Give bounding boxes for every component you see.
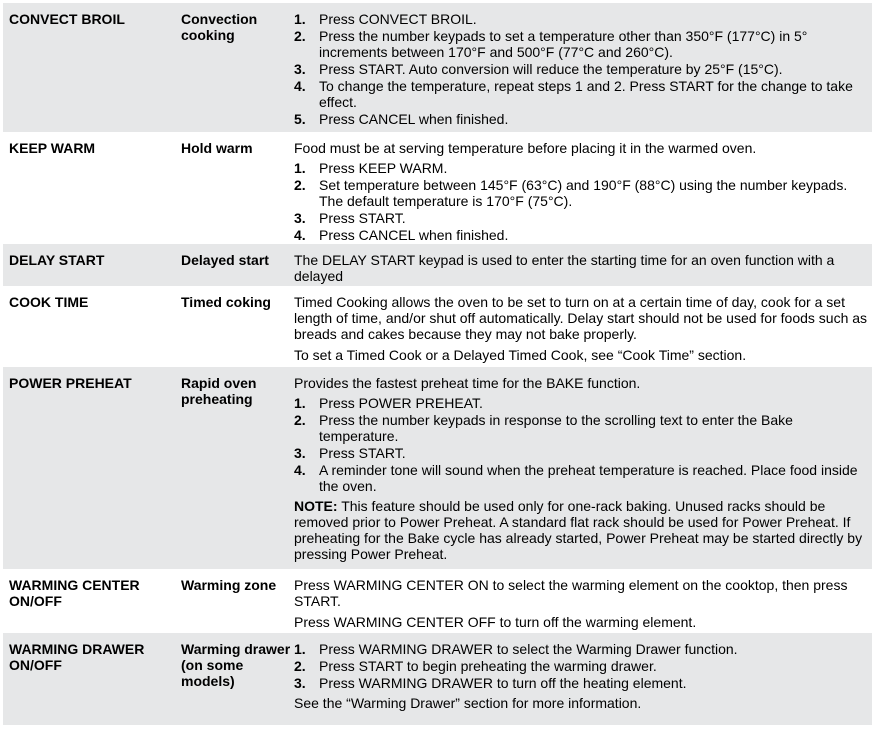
instruction-label: Timed coking [181, 294, 271, 310]
step: 1. Press WARMING DRAWER to select the Warming Drawer function. [294, 641, 738, 657]
step-text: Set temperature between 145°F (63°C) and 190°F (88°C) using the number keypads. The default temperature is 170°F (75°C). [319, 177, 848, 209]
followup-text: To set a Timed Cook or a Delayed Timed Cook, see “Cook Time” section. [294, 347, 747, 363]
step-text: Press CANCEL when finished. [319, 111, 509, 127]
instruction-label: Convection cooking [181, 11, 258, 43]
feature-name: KEEP WARM [9, 140, 96, 156]
description [294, 641, 874, 715]
step-list [294, 641, 874, 691]
intro-text: Provides the fastest preheat time for the BAKE function. [294, 375, 641, 391]
description [294, 577, 874, 634]
description [294, 252, 874, 288]
step-text: Press the number keypads in response to the scrolling text to enter the Bake temperature. [319, 412, 793, 444]
instruction-label: Rapid oven preheating [181, 375, 257, 407]
feature-name: WARMING CENTER ON/OFF [9, 577, 140, 609]
intro-text: Food must be at serving temperature before placing it in the warmed oven. [294, 140, 757, 156]
intro-text: The DELAY START keypad is used to enter the starting time for an oven function with a delayed [294, 252, 835, 284]
step-list [294, 160, 874, 243]
intro-text: Timed Cooking allows the oven to be set to turn on at a certain time of day, cook for a set length of time, and/or shut off automatically. Delay start should not be used for foods such as breads and cakes because they may not bake properly. [294, 294, 868, 342]
step: 4. To change the temperature, repeat steps 1 and 2. Press START for the change to take effect. [294, 78, 853, 110]
table-row-convect-broil [3, 3, 872, 132]
step: 5. Press CANCEL when finished. [294, 111, 509, 127]
step-text: Press the number keypads to set a temperature other than 350°F (177°C) in 5° increments between 170°F and 500°F (77°C and 260°C). [319, 28, 808, 60]
step-text: To change the temperature, repeat steps 1 and 2. Press START for the change to take effect. [319, 78, 853, 110]
description [294, 11, 874, 131]
feature-name: CONVECT BROIL [9, 11, 125, 27]
table-row-power-preheat [3, 367, 872, 569]
intro-text: Press WARMING CENTER ON to select the warming element on the cooktop, then press START. [294, 577, 848, 609]
step: 3. Press START. [294, 210, 406, 226]
note-text: This feature should be used only for one-rack baking. Unused racks should be removed prior to Power Preheat. A standard flat rack should be used for Power Preheat. If preheating for the Bake cycle has already started, Power Preheat may be started directly by pressing Power Preheat. [294, 498, 863, 562]
note-label: NOTE: [294, 498, 338, 514]
feature-name: COOK TIME [9, 294, 89, 310]
step: 2. Press the number keypads in response to the scrolling text to enter the Bake temperature. [294, 412, 793, 444]
step-text: A reminder tone will sound when the preheat temperature is reached. Place food inside the oven. [319, 462, 858, 494]
step: 3. Press START. Auto conversion will reduce the temperature by 25°F (15°C). [294, 61, 783, 77]
step-text: Press KEEP WARM. [319, 160, 448, 176]
step: 3. Press START. [294, 445, 406, 461]
feature-name: WARMING DRAWER ON/OFF [9, 641, 145, 673]
step: 3. Press WARMING DRAWER to turn off the heating element. [294, 675, 687, 691]
instruction-label: Warming drawer (on some models) [181, 641, 291, 689]
step-list [294, 11, 874, 127]
step-text: Press START. [319, 445, 406, 461]
step: 1. Press KEEP WARM. [294, 160, 448, 176]
step: 4. Press CANCEL when finished. [294, 227, 509, 243]
table-row-cook-time [3, 286, 872, 367]
note [294, 498, 874, 562]
step: 1. Press CONVECT BROIL. [294, 11, 477, 27]
followup-text: Press WARMING CENTER OFF to turn off the warming element. [294, 614, 697, 630]
table-row-warming-center [3, 569, 872, 633]
description [294, 294, 874, 367]
instruction-label: Delayed start [181, 252, 269, 268]
followup-text: See the “Warming Drawer” section for more information. [294, 695, 642, 711]
step-text: Press WARMING DRAWER to turn off the heating element. [319, 675, 687, 691]
instruction-label: Warming zone [181, 577, 277, 593]
step: 2. Press the number keypads to set a temperature other than 350°F (177°C) in 5° increments between 170°F and 500°F (77°C and 260°C). [294, 28, 808, 60]
step-text: Press START to begin preheating the warming drawer. [319, 658, 657, 674]
step: 1. Press POWER PREHEAT. [294, 395, 483, 411]
instruction-label: Hold warm [181, 140, 253, 156]
table-row-warming-drawer [3, 633, 872, 725]
step-text: Press START. [319, 210, 406, 226]
step: 2. Press START to begin preheating the warming drawer. [294, 658, 657, 674]
feature-name: POWER PREHEAT [9, 375, 132, 391]
table-row-keep-warm [3, 132, 872, 244]
description [294, 140, 874, 247]
step: 4. A reminder tone will sound when the preheat temperature is reached. Place food inside the oven. [294, 462, 858, 494]
step-text: Press WARMING DRAWER to select the Warming Drawer function. [319, 641, 738, 657]
feature-name: DELAY START [9, 252, 105, 268]
step-text: Press CANCEL when finished. [319, 227, 509, 243]
step-text: Press START. Auto conversion will reduce the temperature by 25°F (15°C). [319, 61, 783, 77]
step: 2. Set temperature between 145°F (63°C) and 190°F (88°C) using the number keypads. The default temperature is 170°F (75°C). [294, 177, 848, 209]
description [294, 375, 874, 566]
step-list [294, 395, 874, 494]
step-text: Press POWER PREHEAT. [319, 395, 483, 411]
table-row-delay-start [3, 244, 872, 286]
step-text: Press CONVECT BROIL. [319, 11, 477, 27]
